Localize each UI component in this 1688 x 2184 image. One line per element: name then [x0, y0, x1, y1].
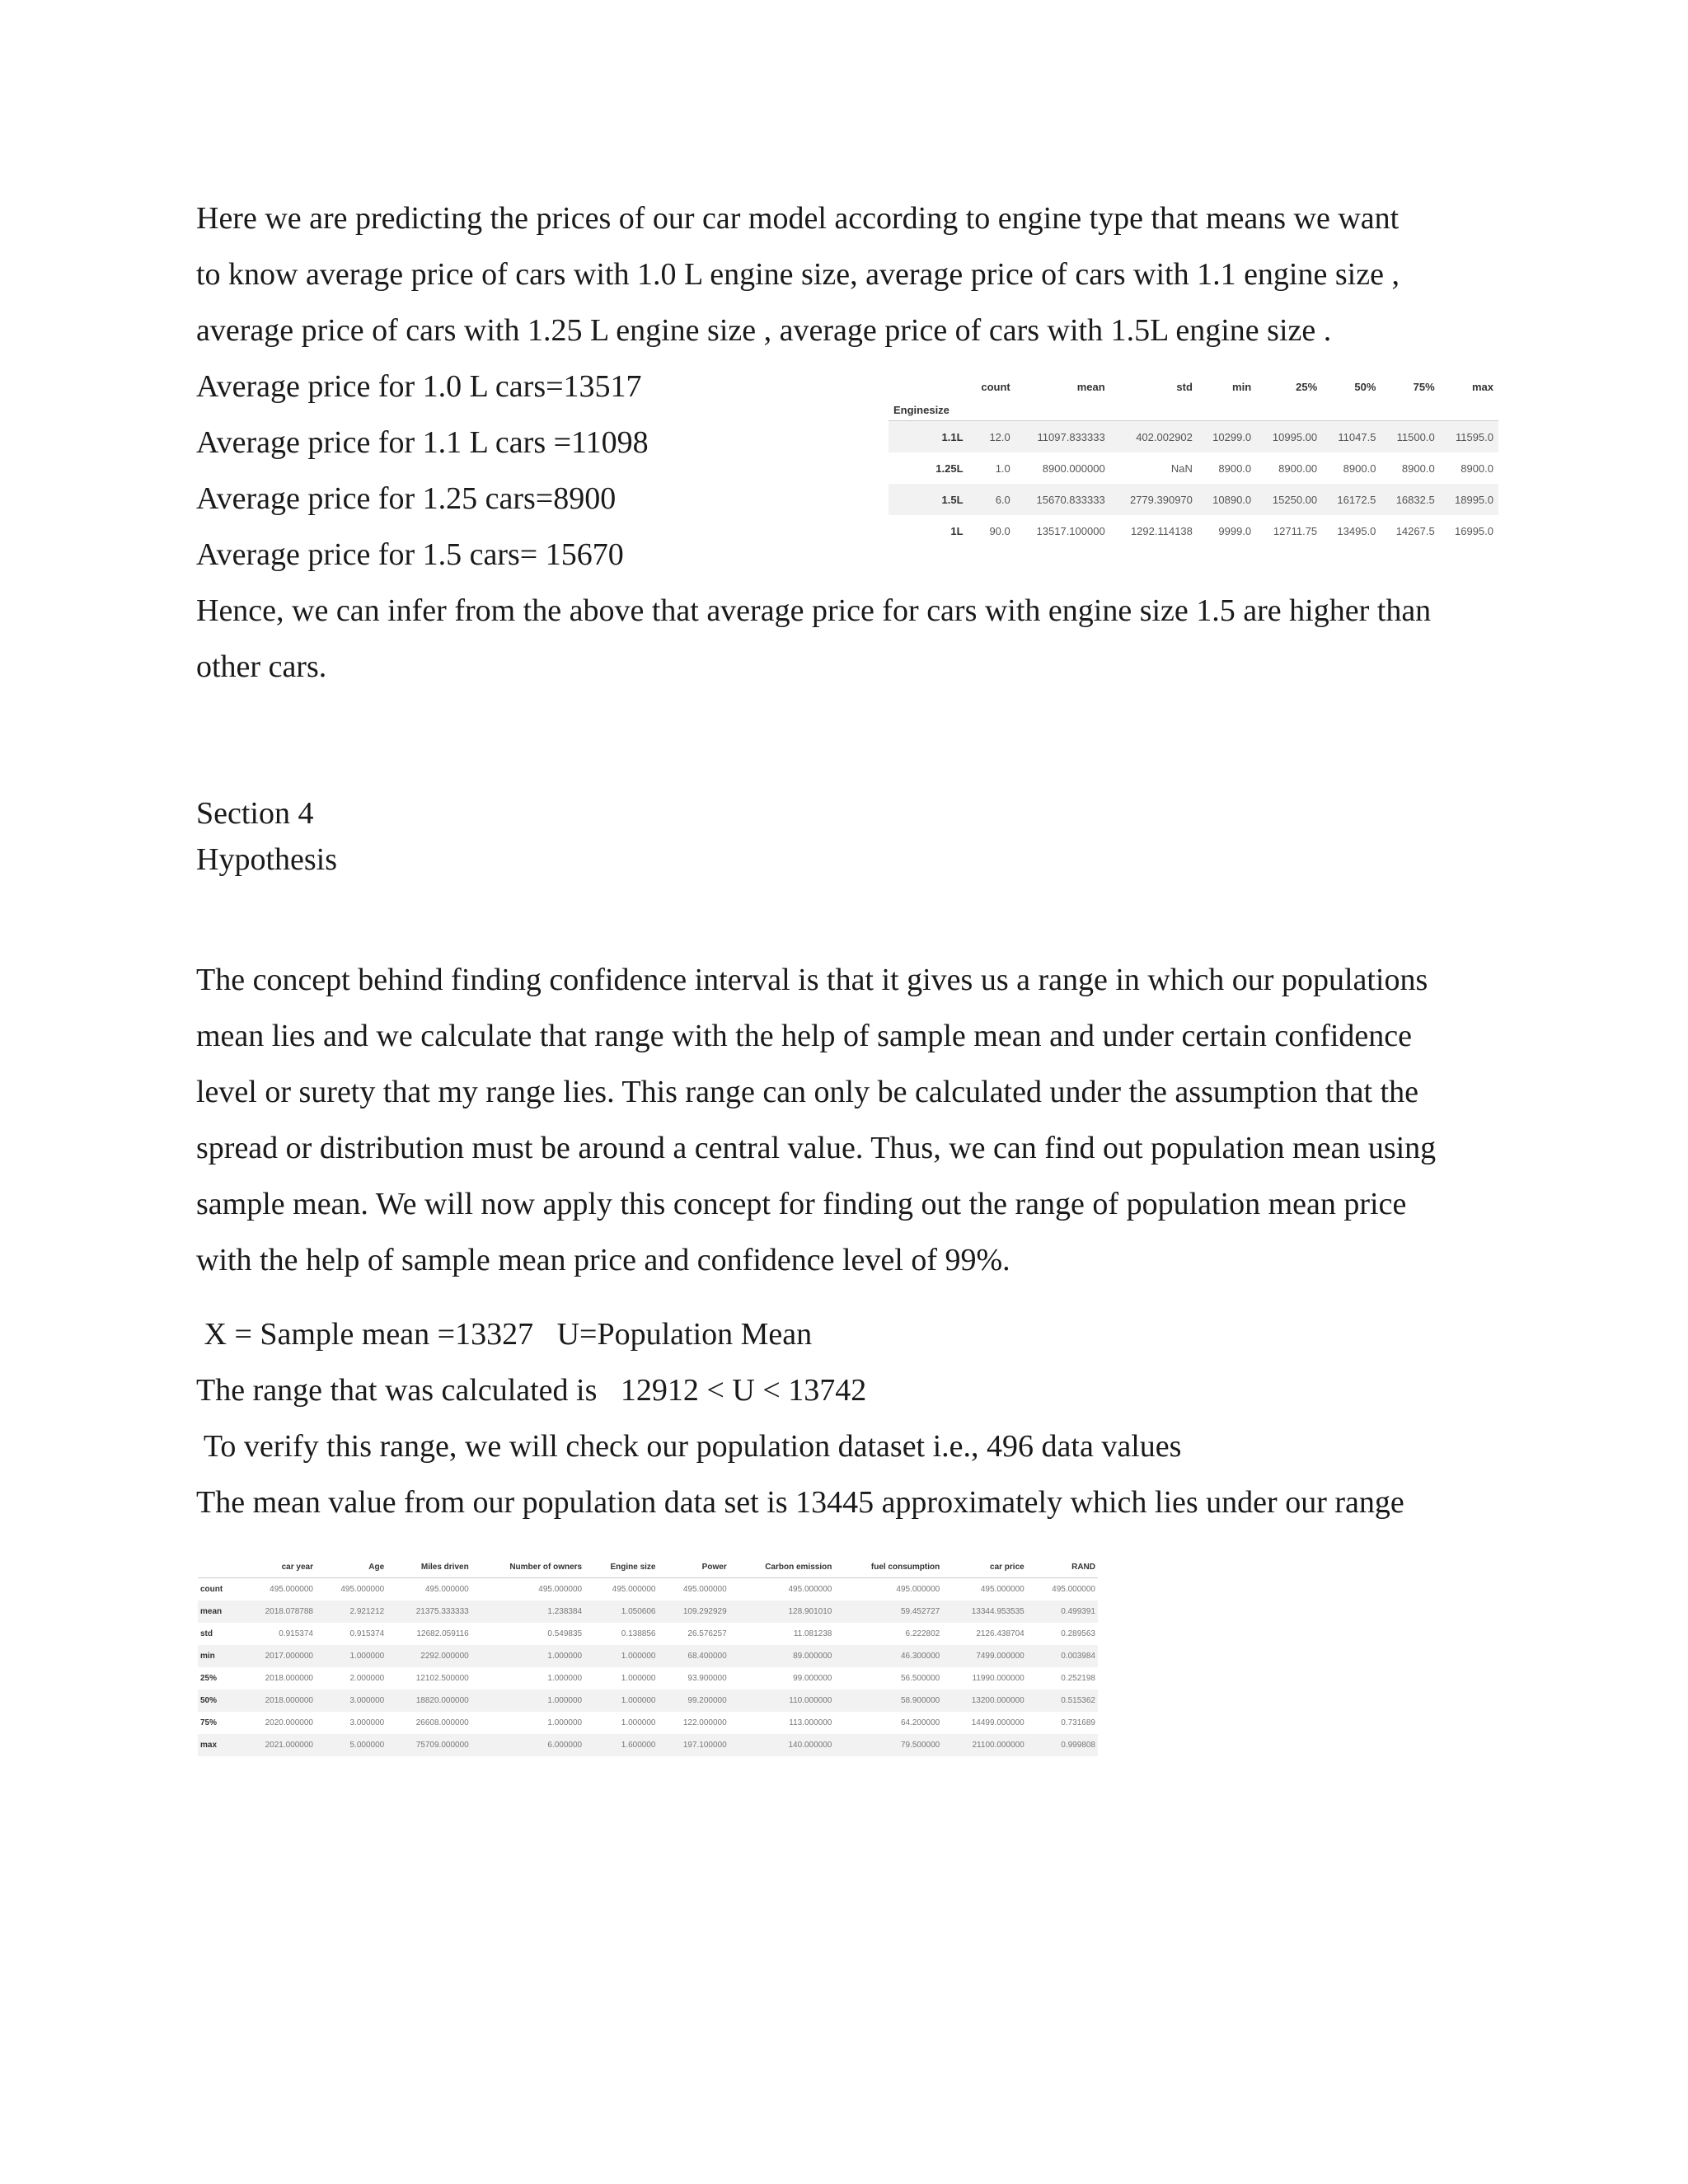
column-header: 50% [1354, 380, 1376, 393]
column-header: min [1232, 380, 1252, 393]
table-cell: 1.0 [995, 462, 1010, 475]
describe-table-image [198, 1556, 1098, 1770]
table-cell: 110.000000 [729, 1690, 835, 1712]
table-cell: 99.200000 [658, 1690, 729, 1712]
table-cell: 122.000000 [682, 1718, 727, 1727]
table-cell: 1.000000 [316, 1645, 387, 1667]
row-index: 1.25L [935, 462, 964, 475]
table-row [198, 1734, 1098, 1756]
table-cell: 0.289563 [1061, 1629, 1095, 1638]
table-cell: 2018.000000 [238, 1690, 316, 1712]
paragraph-2-line: spread or distribution must be around a central value. Thus, we can find out population mean using [196, 1131, 1437, 1165]
table-cell: 12.0 [968, 421, 1015, 453]
table-row [198, 1601, 1098, 1623]
table-cell: 14267.5 [1395, 524, 1435, 537]
table-cell: 1.000000 [547, 1718, 583, 1727]
table-cell: 1292.114138 [1130, 524, 1193, 537]
table-cell: 12682.059116 [416, 1629, 469, 1638]
table-row [889, 452, 1498, 484]
table-cell: 13344.953535 [942, 1601, 1027, 1623]
table-cell: 14499.000000 [971, 1718, 1025, 1727]
row-index: 1.1L [889, 421, 968, 453]
table-cell: 99.000000 [793, 1674, 832, 1683]
table-cell: 0.003984 [1027, 1645, 1098, 1667]
table-cell: 8900.00 [1278, 462, 1318, 475]
paragraph-1-line: other cars. [196, 649, 327, 684]
table-cell: 79.500000 [834, 1734, 942, 1756]
average-price-1-5-line: Average price for 1.5 cars= 15670 [196, 537, 624, 572]
table-cell: 2021.000000 [238, 1734, 316, 1756]
table-cell: 75709.000000 [387, 1734, 471, 1756]
table-cell: 113.000000 [789, 1718, 832, 1727]
table-cell: 16995.0 [1455, 524, 1493, 537]
column-header: Engine size [584, 1556, 658, 1578]
table-cell: 16832.5 [1381, 484, 1439, 515]
paragraph-1-line: Hence, we can infer from the above that average price for cars with engine size 1.5 are higher than [196, 593, 1432, 628]
table-cell: 21375.333333 [387, 1601, 471, 1623]
table-cell: 11097.833333 [1015, 421, 1110, 453]
table-cell: 7499.000000 [942, 1645, 1027, 1667]
table-cell: 11990.000000 [972, 1674, 1025, 1683]
table-cell: 26.576257 [687, 1629, 727, 1638]
table-cell: 56.500000 [900, 1674, 940, 1683]
table-cell: 13495.0 [1337, 524, 1376, 537]
table-cell: 128.901010 [729, 1601, 835, 1623]
paragraph-1-line: average price of cars with 1.25 L engine size , average price of cars with 1.5L engine size . [196, 313, 1332, 348]
index-name: Enginesize [889, 399, 968, 421]
table-row [889, 421, 1498, 453]
table-cell: 495.000000 [682, 1585, 727, 1594]
table-cell: 58.900000 [834, 1690, 942, 1712]
table-cell: 5.000000 [316, 1734, 387, 1756]
table-cell: 8900.0 [1343, 462, 1376, 475]
column-header: 25% [1296, 380, 1318, 393]
table-cell: 402.002902 [1110, 421, 1198, 453]
column-header: 75% [1413, 380, 1435, 393]
table-cell: 495.000000 [788, 1585, 832, 1594]
table-cell: 2126.438704 [976, 1629, 1025, 1638]
table-cell: 2018.078788 [238, 1601, 316, 1623]
table-cell: 18995.0 [1440, 484, 1498, 515]
row-index: min [198, 1645, 238, 1667]
table-cell: 1.000000 [471, 1645, 584, 1667]
table-cell: 2292.000000 [387, 1645, 471, 1667]
average-price-1-25-line: Average price for 1.25 cars=8900 [196, 481, 617, 516]
table-cell: 89.000000 [729, 1645, 835, 1667]
table-cell: 3.000000 [316, 1690, 387, 1712]
table-cell: 8900.0 [1218, 462, 1252, 475]
table-cell: 2020.000000 [265, 1718, 313, 1727]
row-index: 75% [200, 1718, 218, 1727]
table-cell: 10995.00 [1256, 421, 1322, 453]
table-row [198, 1690, 1098, 1712]
table-cell: 1.238384 [471, 1601, 584, 1623]
table-cell: 2.921212 [316, 1601, 387, 1623]
column-header: Power [658, 1556, 729, 1578]
row-index: 1L [950, 524, 964, 537]
table-row [889, 484, 1498, 515]
table-cell: 0.252198 [1061, 1674, 1095, 1683]
table-cell: 0.731689 [1061, 1718, 1095, 1727]
table-cell: 10890.0 [1198, 484, 1256, 515]
table-cell: 6.000000 [471, 1734, 584, 1756]
table-row [889, 515, 1498, 546]
column-header: std [1176, 380, 1193, 393]
row-index: std [200, 1629, 213, 1638]
table-cell: 495.000000 [1052, 1585, 1095, 1594]
table-row [198, 1667, 1098, 1690]
table-cell: 495.000000 [538, 1585, 583, 1594]
paragraph-2-line: sample mean. We will now apply this concept for finding out the range of population mean price [196, 1187, 1407, 1221]
table-cell: 0.549835 [547, 1629, 583, 1638]
table-cell: 6.222802 [905, 1629, 940, 1638]
table-cell: 0.915374 [349, 1629, 385, 1638]
column-header: fuel consumption [834, 1556, 942, 1578]
table-cell: 197.100000 [658, 1734, 729, 1756]
engine-size-table-image [889, 374, 1498, 564]
table-cell: 0.915374 [279, 1629, 313, 1638]
column-header: Age [316, 1556, 387, 1578]
engine-size-table [889, 374, 1498, 546]
table-cell: 495.000000 [612, 1585, 656, 1594]
table-cell: 1.000000 [584, 1645, 658, 1667]
column-header: RAND [1027, 1556, 1098, 1578]
row-index: mean [198, 1601, 238, 1623]
table-cell: 1.000000 [471, 1690, 584, 1712]
table-cell: 140.000000 [729, 1734, 835, 1756]
table-cell: 3.000000 [349, 1718, 385, 1727]
table-cell: 11500.0 [1381, 421, 1439, 453]
table-cell: 1.000000 [621, 1718, 656, 1727]
column-header: count [981, 380, 1010, 393]
table-cell: 11595.0 [1440, 421, 1498, 453]
table-cell: 8900.0 [1401, 462, 1435, 475]
table-cell: 68.400000 [658, 1645, 729, 1667]
row-index: 1.5L [889, 484, 968, 515]
average-price-1-1-line: Average price for 1.1 L cars =11098 [196, 425, 649, 460]
column-header: Number of owners [471, 1556, 584, 1578]
table-cell: 13200.000000 [942, 1690, 1027, 1712]
table-cell: 109.292929 [658, 1601, 729, 1623]
table-cell: 2.000000 [349, 1674, 385, 1683]
table-cell: 2018.000000 [265, 1674, 313, 1683]
column-header: Miles driven [387, 1556, 471, 1578]
row-index: max [198, 1734, 238, 1756]
table-cell: 495.000000 [270, 1585, 313, 1594]
table-cell: 11047.5 [1322, 421, 1381, 453]
table-cell: 18820.000000 [387, 1690, 471, 1712]
paragraph-2-line: The concept behind finding confidence interval is that it gives us a range in which our populations [196, 963, 1428, 997]
table-cell: 59.452727 [834, 1601, 942, 1623]
table-cell: 15670.833333 [1015, 484, 1110, 515]
paragraph-2-line: mean lies and we calculate that range with the help of sample mean and under certain confidence [196, 1019, 1413, 1053]
table-cell: 1.600000 [584, 1734, 658, 1756]
table-cell: 8900.000000 [1042, 462, 1105, 475]
table-cell: 12711.75 [1273, 524, 1318, 537]
table-cell: 0.999808 [1027, 1734, 1098, 1756]
table-cell: 0.499391 [1027, 1601, 1098, 1623]
population-mean-line: The mean value from our population data set is 13445 approximately which lies under our range [196, 1485, 1404, 1520]
table-cell: 21100.000000 [942, 1734, 1027, 1756]
table-cell: 2017.000000 [238, 1645, 316, 1667]
row-index: count [200, 1585, 223, 1594]
table-cell: NaN [1170, 462, 1193, 475]
table-cell: 495.000000 [340, 1585, 385, 1594]
table-row [198, 1623, 1098, 1645]
row-index: 25% [200, 1674, 218, 1683]
table-cell: 6.0 [968, 484, 1015, 515]
column-header: max [1471, 380, 1493, 393]
verify-line: To verify this range, we will check our population dataset i.e., 496 data values [196, 1429, 1182, 1464]
table-row [198, 1645, 1098, 1667]
table-cell: 1.050606 [584, 1601, 658, 1623]
paragraph-1-line: Here we are predicting the prices of our car model according to engine type that means we want [196, 201, 1400, 236]
table-row [198, 1578, 1098, 1601]
table-cell: 1.000000 [584, 1690, 658, 1712]
table-cell: 0.515362 [1027, 1690, 1098, 1712]
describe-table [198, 1556, 1098, 1756]
table-cell: 0.138856 [621, 1629, 656, 1638]
table-cell: 12102.500000 [415, 1674, 469, 1683]
paragraph-1-line: to know average price of cars with 1.0 L engine size, average price of cars with 1.1 engine size , [196, 257, 1400, 292]
row-index: 50% [198, 1690, 238, 1712]
table-cell: 495.000000 [424, 1585, 469, 1594]
average-price-1-0-line: Average price for 1.0 L cars=13517 [196, 369, 642, 404]
column-header: car price [942, 1556, 1027, 1578]
table-cell: 8900.0 [1461, 462, 1493, 475]
table-cell: 1.000000 [547, 1674, 583, 1683]
table-cell: 64.200000 [900, 1718, 940, 1727]
table-cell: 13517.100000 [1036, 524, 1105, 537]
table-cell: 495.000000 [896, 1585, 940, 1594]
section-number: Section 4 [196, 796, 314, 831]
paragraph-2-line: with the help of sample mean price and confidence level of 99%. [196, 1243, 1010, 1277]
table-cell: 1.000000 [621, 1674, 656, 1683]
column-header: mean [1076, 380, 1105, 393]
table-cell: 2779.390970 [1110, 484, 1198, 515]
table-cell: 9999.0 [1218, 524, 1252, 537]
sample-mean-line: X = Sample mean =13327 U=Population Mean [196, 1317, 813, 1352]
table-cell: 16172.5 [1322, 484, 1381, 515]
table-cell: 26608.000000 [415, 1718, 469, 1727]
table-cell: 46.300000 [834, 1645, 942, 1667]
range-line: The range that was calculated is 12912 < U < 13742 [196, 1373, 867, 1408]
table-cell: 90.0 [989, 524, 1010, 537]
table-cell: 495.000000 [980, 1585, 1025, 1594]
section-title: Hypothesis [196, 842, 337, 877]
column-header: Carbon emission [729, 1556, 835, 1578]
column-header: car year [238, 1556, 316, 1578]
table-cell: 93.900000 [687, 1674, 727, 1683]
paragraph-2-line: level or surety that my range lies. This range can only be calculated under the assumption that the [196, 1075, 1418, 1109]
table-cell: 11.081238 [793, 1629, 832, 1638]
table-row [198, 1712, 1098, 1734]
table-cell: 15250.00 [1256, 484, 1322, 515]
table-cell: 10299.0 [1198, 421, 1256, 453]
